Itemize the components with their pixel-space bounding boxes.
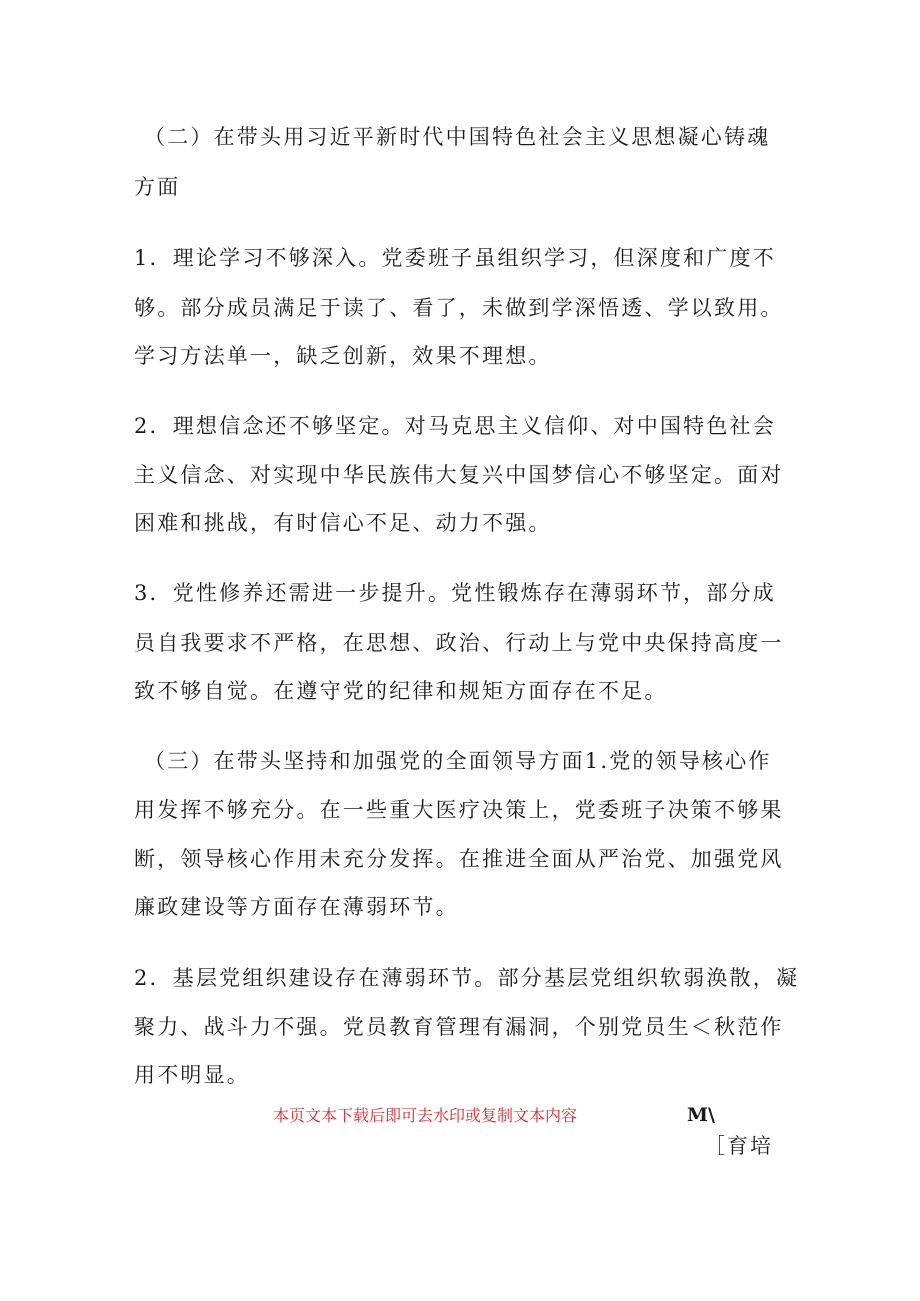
item-2-2-line-2: 主义信念、对实现中华民族伟大复兴中国梦信心不够坚定。面对 [134,463,784,487]
stray-fragment-1: M\ [687,1104,715,1126]
item-2-3-line-2: 员自我要求不严格，在思想、政治、行动上与党中央保持高度一 [134,631,784,655]
section-3-line-1: （三）在带头坚持和加强党的全面领导方面1.党的领导核心作 [144,749,772,773]
item-2-3-line-1: 3．党性修养还需进一步提升。党性锻炼存在薄弱环节，部分成 [134,581,776,605]
section-2-heading-line-1: （二）在带头用习近平新时代中国特色社会主义思想凝心铸魂 [144,125,771,149]
stray-fragment-2: ［育培 [704,1134,773,1158]
item-2-3-line-3: 致不够自觉。在遵守党的纪律和规矩方面存在不足。 [134,679,668,703]
item-2-2-line-1: 2．理想信念还不够坚定。对马克思主义信仰、对中国特色社会 [134,414,776,438]
item-3-2-line-1: 2．基层党组织建设存在薄弱环节。部分基层党组织软弱涣散，凝 [134,966,800,990]
item-3-2-line-2: 聚力、战斗力不强。党员教育管理有漏洞，个别党员生＜秋范作 [134,1015,784,1039]
item-2-2-line-3: 困难和挑战，有时信心不足、动力不强。 [134,511,552,535]
item-3-2-line-3: 用不明显。 [134,1063,250,1087]
item-2-1-line-3: 学习方法单一，缺乏创新，效果不理想。 [134,344,552,368]
section-3-line-4: 廉政建设等方面存在薄弱环节。 [134,895,459,919]
section-2-heading-line-2: 方面 [134,175,181,199]
watermark-notice: 本页文本下载后即可去水印或复制文本内容 [273,1106,578,1125]
section-3-line-3: 断，领导核心作用未充分发挥。在推进全面从严治党、加强党风 [134,847,784,871]
item-2-1-line-1: 1．理论学习不够深入。党委班子虽组织学习，但深度和广度不 [134,246,776,270]
item-2-1-line-2: 够。部分成员满足于读了、看了，未做到学深悟透、学以致用。 [134,296,784,320]
section-3-line-2: 用发挥不够充分。在一些重大医疗决策上，党委班子决策不够果 [134,798,784,822]
